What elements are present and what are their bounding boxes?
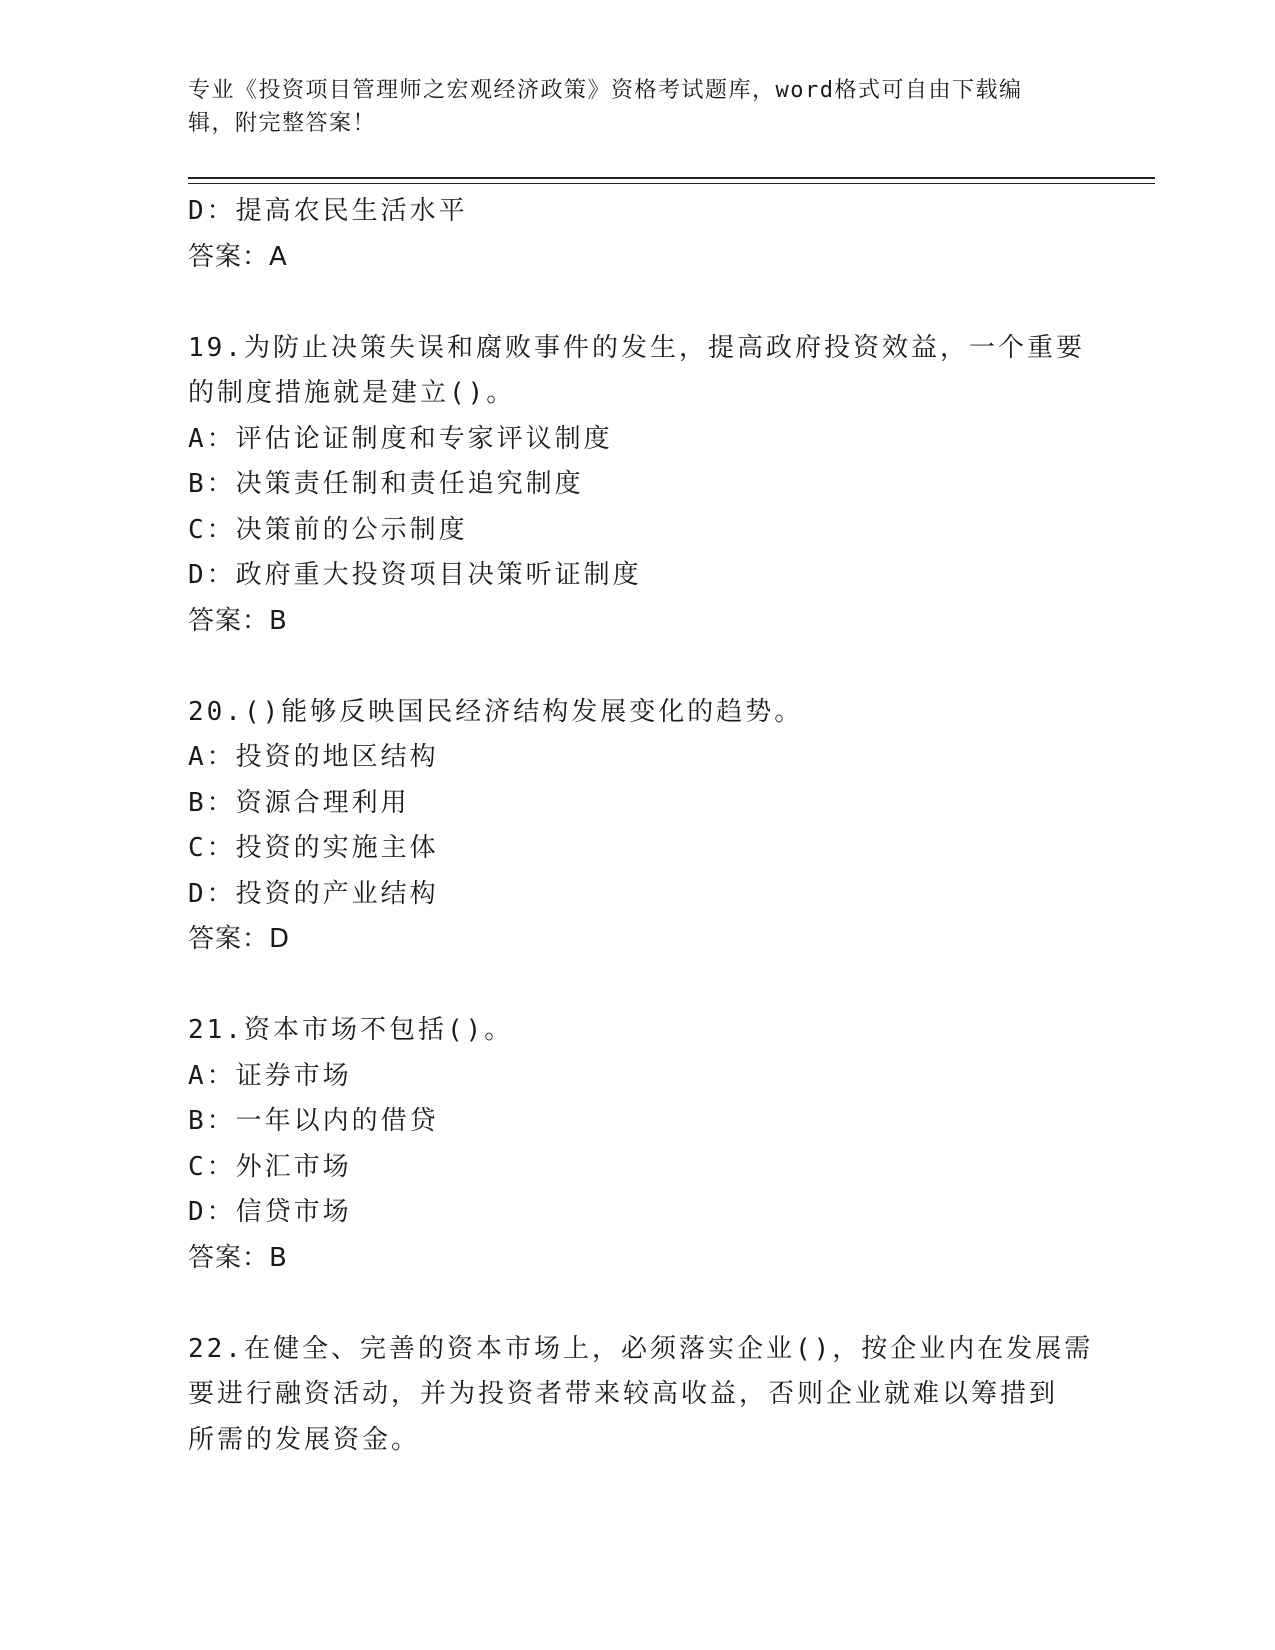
- header-line-1: 专业《投资项目管理师之宏观经济政策》资格考试题库，word格式可自由下载编: [188, 78, 1023, 103]
- header-divider-thin: [188, 183, 1155, 184]
- header-line-2: 辑，附完整答案！: [188, 111, 377, 136]
- option-a: A：证券市场: [188, 1060, 352, 1091]
- option-b: B：资源合理利用: [188, 787, 410, 818]
- answer: 答案：B: [188, 605, 288, 636]
- answer: 答案：D: [188, 924, 291, 954]
- question-21: [188, 1008, 1088, 1281]
- question-stem: 21.资本市场不包括()。: [188, 1015, 514, 1045]
- option-c: C：外汇市场: [188, 1151, 352, 1182]
- question-stem: 22.在健全、完善的资本市场上，必须落实企业()，按企业内在发展需: [188, 1333, 1094, 1364]
- question-list: [188, 189, 1094, 1463]
- option-c: C：投资的实施主体: [188, 833, 439, 863]
- question-18-tail: [188, 189, 1088, 280]
- question-22: [188, 1327, 1094, 1464]
- option-b: B：决策责任制和责任追究制度: [188, 469, 584, 499]
- option-d: D：投资的产业结构: [188, 878, 439, 909]
- question-stem: 要进行融资活动，并为投资者带来较高收益，否则企业就难以筹措到: [188, 1379, 1059, 1409]
- option-c: C：决策前的公示制度: [188, 514, 468, 545]
- question-stem: 20.()能够反映国民经济结构发展变化的趋势。: [188, 696, 804, 727]
- option-a: A：评估论证制度和专家评议制度: [188, 423, 613, 454]
- option-d: D：政府重大投资项目决策听证制度: [188, 560, 642, 590]
- question-stem: 19.为防止决策失误和腐败事件的发生，提高政府投资效益，一个重要: [188, 332, 1085, 363]
- answer: 答案：A: [188, 241, 288, 272]
- document-header: [188, 74, 1088, 140]
- option-a: A：投资的地区结构: [188, 742, 439, 772]
- header-divider-thick: [188, 177, 1155, 179]
- question-19: [188, 326, 1088, 645]
- option-d: D：提高农民生活水平: [188, 196, 468, 226]
- option-d: D：信贷市场: [188, 1197, 352, 1227]
- question-20: [188, 690, 1088, 963]
- question-stem: 所需的发展资金。: [188, 1424, 421, 1455]
- answer: 答案：B: [188, 1242, 288, 1273]
- option-b: B：一年以内的借贷: [188, 1106, 439, 1136]
- question-stem: 的制度措施就是建立()。: [188, 378, 516, 408]
